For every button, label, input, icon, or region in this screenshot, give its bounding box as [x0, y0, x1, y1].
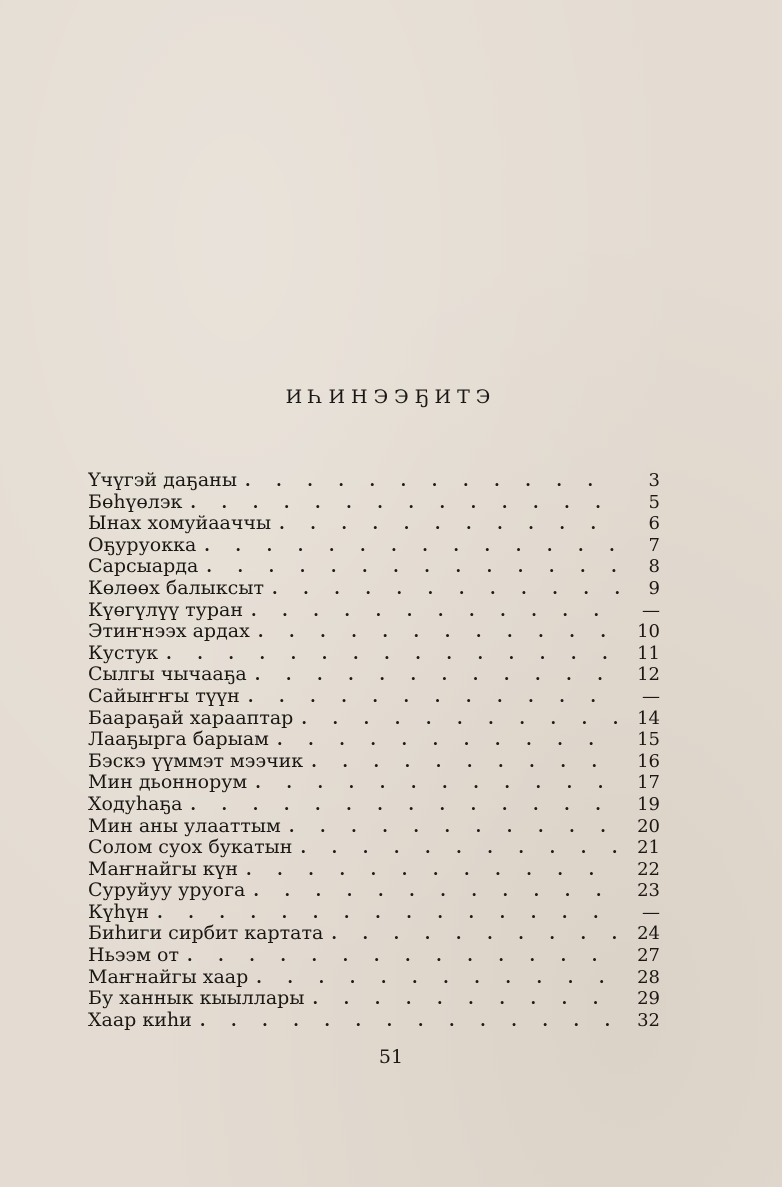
toc-entry-page: 29 [637, 988, 660, 1010]
table-of-contents [88, 470, 660, 1031]
toc-entry-title: Сарсыарда [88, 556, 199, 578]
toc-entry-page: 21 [637, 837, 660, 859]
toc-entry-title: Күөгүлүү туран [88, 599, 243, 621]
toc-entry-page: 28 [637, 966, 660, 988]
toc-entry-page: 7 [648, 534, 660, 556]
toc-entry-page: 8 [648, 556, 660, 578]
toc-entry-page: 19 [637, 793, 660, 815]
toc-entry-page: 11 [637, 642, 660, 664]
dot-leader [190, 794, 620, 816]
toc-entry-page: 10 [637, 621, 660, 643]
dot-leader [311, 751, 620, 773]
dot-leader [246, 859, 620, 881]
toc-entry[interactable] [88, 492, 660, 514]
dot-leader [248, 686, 620, 708]
dot-leader [258, 621, 620, 643]
toc-entry[interactable] [88, 686, 660, 708]
toc-entry-page: 5 [648, 491, 660, 513]
toc-entry-page: 24 [637, 923, 660, 945]
toc-entry-title: Үчүгэй даҕаны [88, 470, 237, 491]
toc-entry-title: Ньээм от [88, 945, 179, 967]
toc-entry-title: Ходуһаҕа [88, 793, 183, 815]
dot-leader [300, 837, 620, 859]
dot-leader [157, 902, 620, 924]
toc-entry[interactable] [88, 988, 660, 1010]
toc-entry-title: Биһиги сирбит картата [88, 923, 324, 945]
toc-entry-title: Лааҕырга барыам [88, 729, 269, 751]
toc-entry[interactable] [88, 880, 660, 902]
toc-entry-page: — [642, 901, 660, 923]
toc-entry[interactable] [88, 513, 660, 535]
dot-leader [245, 470, 620, 492]
toc-entry-page: 9 [648, 577, 660, 599]
dot-leader [187, 945, 620, 967]
toc-entry-page: 20 [637, 815, 660, 837]
toc-entry-page: 32 [637, 1009, 660, 1031]
toc-entry-title: Бу ханнык кыыллары [88, 988, 305, 1010]
toc-entry-page: 15 [637, 729, 660, 751]
toc-entry-page: — [642, 685, 660, 707]
toc-entry[interactable] [88, 751, 660, 773]
toc-entry-title: Этиҥнээх ардах [88, 621, 250, 643]
toc-entry-title: Сайыҥҥы түүн [88, 685, 240, 707]
dot-leader [255, 664, 620, 686]
toc-entry[interactable] [88, 945, 660, 967]
toc-entry[interactable] [88, 729, 660, 751]
toc-entry-title: Маҥнайгы күн [88, 858, 239, 880]
toc-entry-title: Сылгы чычааҕа [88, 664, 247, 686]
toc-entry-page: 22 [637, 858, 660, 880]
toc-entry-page: 12 [637, 664, 660, 686]
toc-entry-page: 14 [637, 707, 660, 729]
toc-entry[interactable] [88, 967, 660, 989]
toc-entry[interactable] [88, 578, 660, 600]
dot-leader [301, 708, 620, 730]
dot-leader [331, 923, 620, 945]
toc-entry[interactable] [88, 902, 660, 924]
toc-entry[interactable] [88, 816, 660, 838]
toc-entry-title: Ынах хомуйааччы [88, 513, 272, 535]
dot-leader [256, 967, 620, 989]
toc-entry[interactable] [88, 535, 660, 557]
toc-entry[interactable] [88, 1010, 660, 1032]
toc-entry[interactable] [88, 470, 660, 492]
toc-entry-page: — [642, 599, 660, 621]
toc-entry-title: Кустук [88, 642, 159, 664]
toc-entry-title: Бөһүөлэк [88, 491, 183, 513]
toc-entry-title: Күһүн [88, 901, 150, 923]
toc-entry[interactable] [88, 794, 660, 816]
dot-leader [312, 988, 620, 1010]
toc-entry[interactable] [88, 556, 660, 578]
toc-entry[interactable] [88, 621, 660, 643]
dot-leader [253, 880, 620, 902]
toc-entry-page: 16 [637, 750, 660, 772]
toc-entry-page: 23 [637, 880, 660, 902]
toc-entry[interactable] [88, 772, 660, 794]
toc-entry-page: 27 [637, 945, 660, 967]
toc-entry[interactable] [88, 837, 660, 859]
dot-leader [255, 772, 620, 794]
toc-entry[interactable] [88, 643, 660, 665]
toc-entry-page: 17 [637, 772, 660, 794]
dot-leader [200, 1010, 620, 1032]
toc-entry[interactable] [88, 600, 660, 622]
dot-leader [204, 535, 620, 557]
dot-leader [277, 729, 620, 751]
toc-entry-title: Мин аны улааттым [88, 815, 281, 837]
toc-entry-title: Оҕуруокка [88, 534, 197, 556]
dot-leader [289, 816, 620, 838]
toc-entry[interactable] [88, 859, 660, 881]
toc-entry-title: Бэскэ үүммэт мээчик [88, 750, 304, 772]
toc-entry-title: Хаар киһи [88, 1009, 192, 1031]
dot-leader [272, 578, 620, 600]
dot-leader [190, 492, 620, 514]
dot-leader [206, 556, 620, 578]
toc-entry[interactable] [88, 708, 660, 730]
dot-leader [279, 513, 620, 535]
toc-entry-page: 3 [648, 470, 660, 491]
dot-leader [251, 600, 620, 622]
toc-entry-title: Көлөөх балыксыт [88, 577, 264, 599]
page-number: 51 [378, 1046, 404, 1068]
toc-entry-title: Баараҕай харааптар [88, 707, 294, 729]
contents-heading: ИҺИНЭЭҔИТЭ [285, 386, 497, 408]
toc-entry-title: Маҥнайгы хаар [88, 966, 249, 988]
toc-entry-title: Суруйуу уруога [88, 880, 246, 902]
toc-entry-title: Мин дьоннорум [88, 772, 248, 794]
dot-leader [166, 643, 620, 665]
toc-entry-title: Солом суох букатын [88, 837, 293, 859]
toc-entry[interactable] [88, 664, 660, 686]
toc-entry-page: 6 [648, 513, 660, 535]
toc-entry[interactable] [88, 923, 660, 945]
